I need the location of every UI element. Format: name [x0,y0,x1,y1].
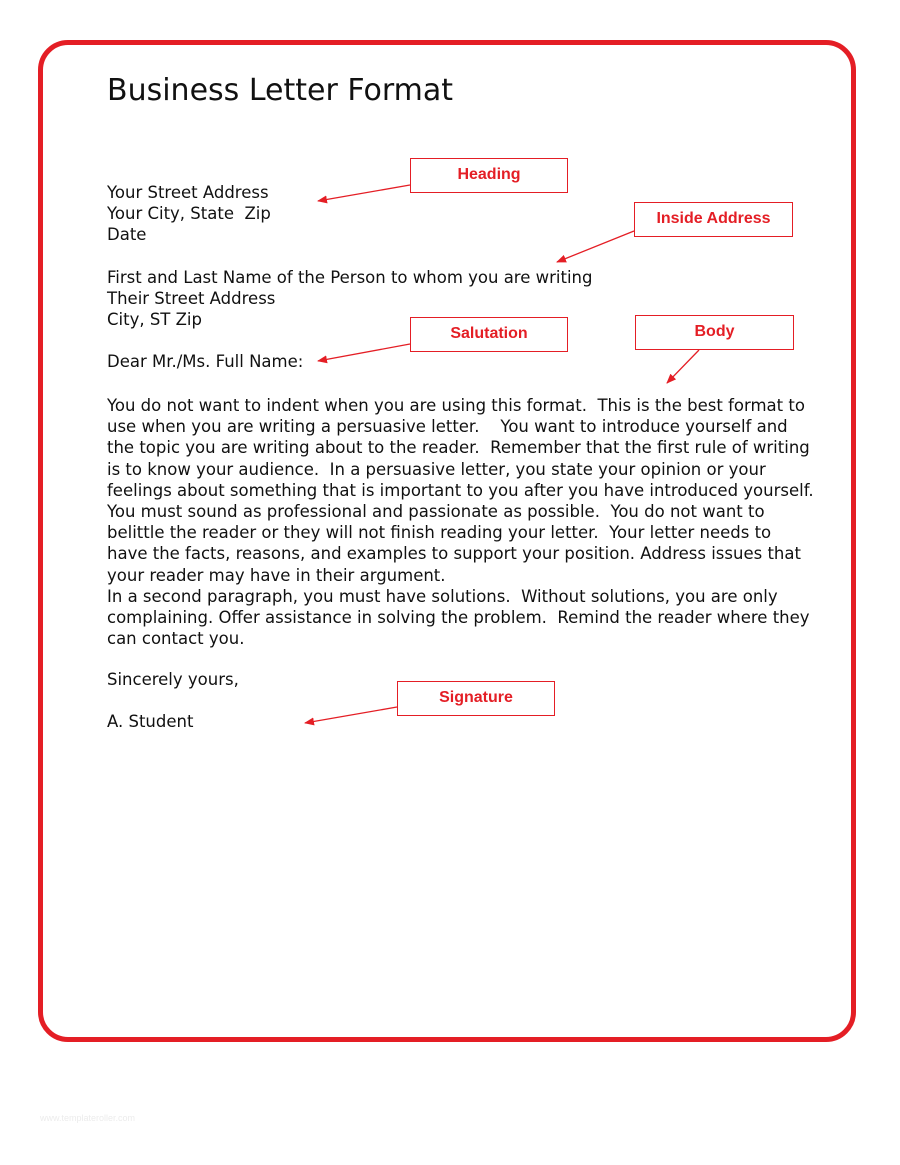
body-line: belittle the reader or they will not finish reading your letter. Your letter needs to [107,523,772,543]
body-line: the topic you are writing about to the reader. Remember that the first rule of writing [107,438,810,458]
body-line: complaining. Offer assistance in solving the problem. Remind the reader where they [107,608,810,628]
signature-text: A. Student [107,712,194,731]
body-line: You must sound as professional and passionate as possible. You do not want to [107,502,765,522]
heading-line-city: Your City, State Zip [107,204,271,223]
callout-heading: Heading [410,158,568,193]
body-line: You do not want to indent when you are using this format. This is the best format to [107,396,805,415]
body-line: have the facts, reasons, and examples to support your position. Address issues that [107,544,801,564]
callout-body: Body [635,315,794,350]
callout-inside-address: Inside Address [634,202,793,237]
document-title: Business Letter Format [107,73,454,108]
body-line: can contact you. [107,629,245,649]
body-line: use when you are writing a persuasive letter. You want to introduce yourself and [107,417,788,437]
salutation-text: Dear Mr./Ms. Full Name: [107,352,304,371]
body-line: is to know your audience. In a persuasive letter, you state your opinion or your [107,459,766,479]
inside-address-city: City, ST Zip [107,310,202,329]
heading-line-street: Your Street Address [107,183,269,202]
inside-address-street: Their Street Address [107,289,276,308]
heading-line-date: Date [107,225,147,244]
body-line: In a second paragraph, you must have solutions. Without solutions, you are only [107,586,778,606]
callout-signature: Signature [397,681,555,716]
watermark: www.templateroller.com [40,1113,136,1123]
body-line: feelings about something that is important to you after you have introduced yourself. [107,480,814,500]
closing-text: Sincerely yours, [107,670,239,689]
inside-address-name: First and Last Name of the Person to whom you are writing [107,268,593,287]
letter-body [107,395,814,649]
callout-salutation: Salutation [410,317,568,352]
body-line: your reader may have in their argument. [107,565,446,585]
